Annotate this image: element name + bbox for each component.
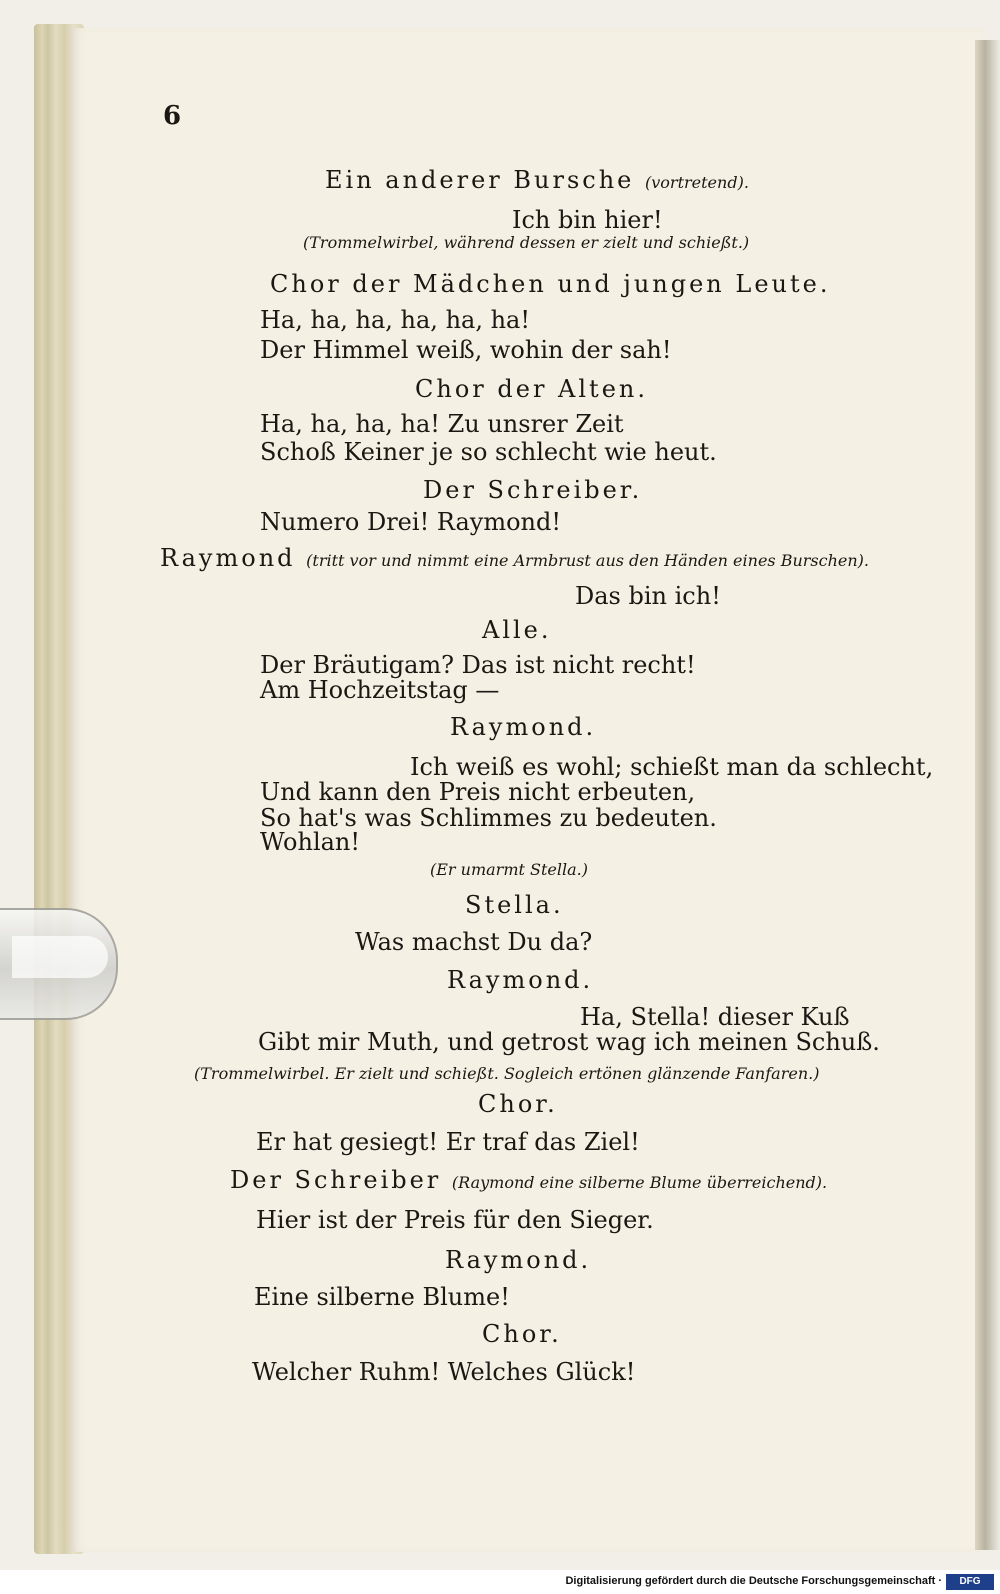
verse-line: Was machst Du da? (355, 928, 593, 956)
speaker-name: Ein anderer Bursche (325, 166, 635, 194)
verse-line: Welcher Ruhm! Welches Glück! (252, 1358, 636, 1386)
verse-line: Numero Drei! Raymond! (260, 508, 561, 536)
verse-line: Er hat gesiegt! Er traf das Ziel! (256, 1128, 640, 1156)
verse-line: Der Himmel weiß, wohin der sah! (260, 336, 672, 364)
speaker-heading: Chor. (478, 1090, 558, 1118)
verse-line: Schoß Keiner je so schlecht wie heut. (260, 438, 717, 466)
stage-direction: (Raymond eine silberne Blume überreichend). (451, 1173, 828, 1192)
speaker-heading: Chor der Alten. (415, 375, 648, 403)
speaker-name: Der Schreiber (230, 1166, 442, 1194)
verse-line: Der Bräutigam? Das ist nicht recht! (260, 651, 696, 679)
speaker-heading: Raymond. (445, 1246, 592, 1274)
speaker-heading: Stella. (465, 891, 564, 919)
verse-line: Und kann den Preis nicht erbeuten, (260, 778, 696, 806)
stage-direction: (vortretend). (645, 173, 749, 192)
verse-line: Wohlan! (260, 828, 361, 856)
speaker-heading (325, 168, 749, 192)
verse-line: Am Hochzeitstag — (260, 676, 500, 704)
stage-direction: (tritt vor und nimmt eine Armbrust aus den Händen eines Burschen). (306, 551, 869, 570)
verse-line: Ha, Stella! dieser Kuß (580, 1003, 850, 1031)
stage-direction: (Er umarmt Stella.) (430, 860, 588, 879)
verse-line: Eine silberne Blume! (254, 1283, 510, 1311)
verse-line: Ich weiß es wohl; schießt man da schlecht, (410, 753, 934, 781)
digitization-footer (0, 1570, 1000, 1594)
speaker-heading: Chor. (482, 1320, 562, 1348)
speaker-name: Raymond (160, 544, 296, 572)
funding-notice: Digitalisierung gefördert durch die Deutsche Forschungsgemeinschaft · (565, 1575, 942, 1587)
stage-direction: (Trommelwirbel, während dessen er zielt und schießt.) (303, 233, 750, 252)
verse-line: Das bin ich! (575, 582, 721, 610)
dfg-logo-icon: DFG (946, 1574, 994, 1590)
verse-line: Ich bin hier! (512, 206, 663, 234)
verse-line: Gibt mir Muth, und getrost wag ich meinen Schuß. (258, 1028, 880, 1056)
verse-line: Ha, ha, ha, ha, ha, ha! (260, 306, 530, 334)
speaker-heading (230, 1168, 827, 1192)
speaker-heading: Chor der Mädchen und jungen Leute. (270, 270, 831, 298)
speaker-heading: Der Schreiber. (423, 476, 643, 504)
speaker-heading: Alle. (482, 616, 552, 644)
verse-line: So hat's was Schlimmes zu bedeuten. (260, 804, 717, 832)
verse-line: Hier ist der Preis für den Sieger. (256, 1206, 654, 1234)
speaker-heading: Raymond. (447, 966, 594, 994)
speaker-heading: Raymond. (450, 713, 597, 741)
verse-line: Ha, ha, ha, ha! Zu unsrer Zeit (260, 410, 624, 438)
stage-direction: (Trommelwirbel. Er zielt und schießt. Sogleich ertönen glänzende Fanfaren.) (194, 1064, 820, 1083)
speaker-heading (160, 546, 869, 570)
page-number: 6 (163, 101, 182, 131)
